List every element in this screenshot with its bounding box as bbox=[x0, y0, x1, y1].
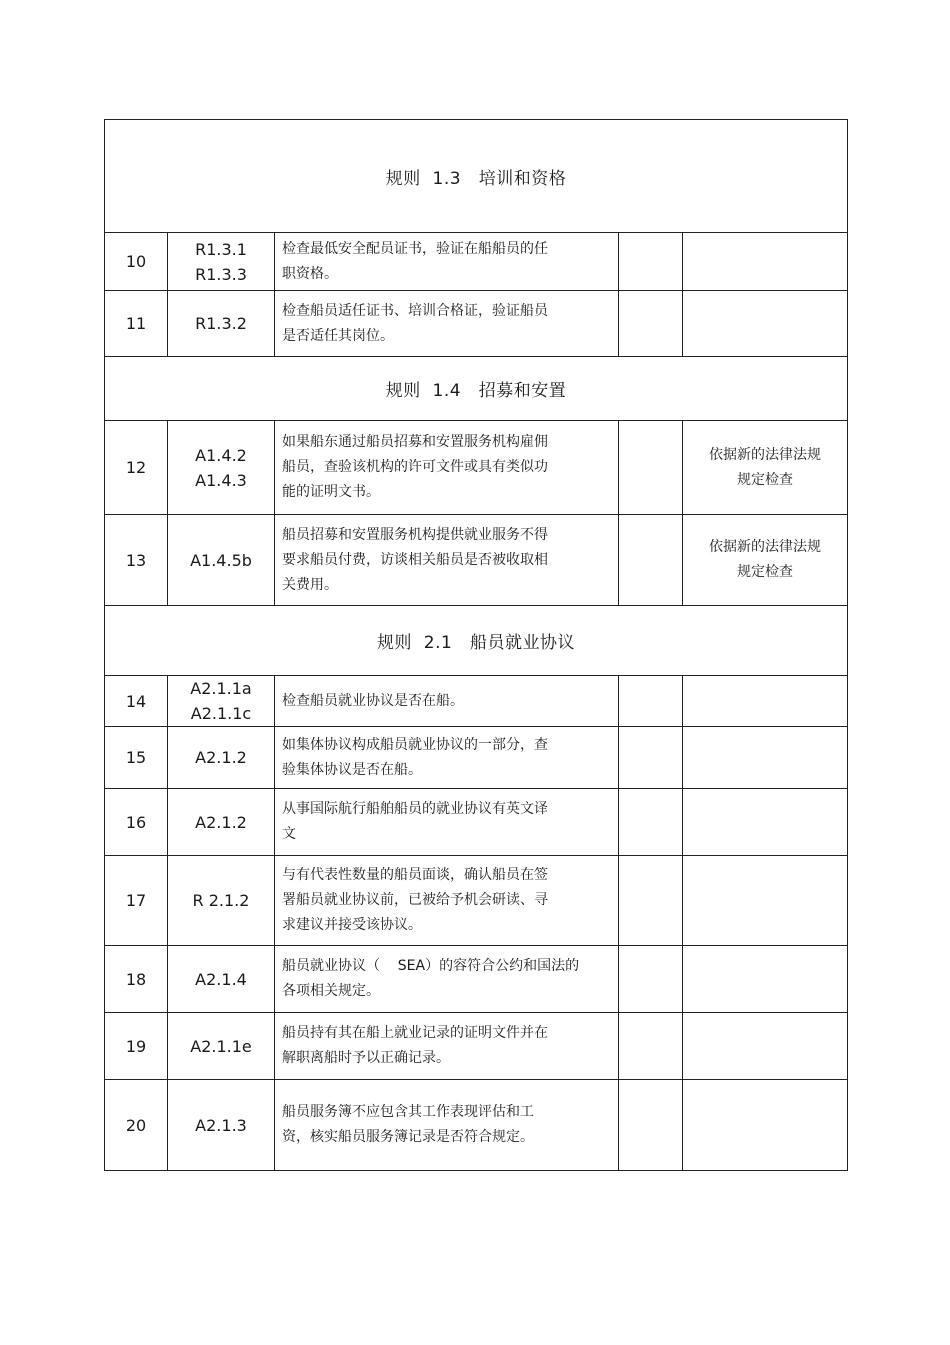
table-row bbox=[105, 233, 848, 291]
item-number: 11 bbox=[105, 291, 168, 357]
check-result-cell bbox=[619, 1080, 683, 1171]
regulation-code-cell bbox=[168, 1013, 275, 1080]
regulation-code: R 2.1.2 bbox=[192, 891, 250, 910]
item-number: 20 bbox=[105, 1080, 168, 1171]
regulation-code-cell bbox=[168, 946, 275, 1013]
regulation-code: R1.3.1 bbox=[195, 239, 247, 259]
inspection-description-cell bbox=[275, 676, 619, 727]
description-line: 船员持有其在船上就业记录的证明文件并在 bbox=[282, 1025, 548, 1041]
regulation-code: A1.4.3 bbox=[195, 470, 247, 490]
remarks-cell bbox=[683, 421, 848, 515]
table-row bbox=[105, 1013, 848, 1080]
check-result-cell bbox=[619, 856, 683, 946]
remarks-cell bbox=[683, 233, 848, 291]
remarks-cell bbox=[683, 676, 848, 727]
remarks-cell bbox=[683, 1080, 848, 1171]
regulation-code-cell bbox=[168, 789, 275, 856]
check-result-cell bbox=[619, 291, 683, 357]
inspection-description-cell bbox=[275, 789, 619, 856]
check-result-cell bbox=[619, 1013, 683, 1080]
description-line: 解职离船时予以正确记录。 bbox=[282, 1050, 450, 1066]
regulation-code-cell bbox=[168, 676, 275, 727]
table-row bbox=[105, 421, 848, 515]
description-line: 是否适任其岗位。 bbox=[282, 327, 394, 344]
regulation-code-cell bbox=[168, 291, 275, 357]
table-row bbox=[105, 727, 848, 789]
item-number: 14 bbox=[105, 676, 168, 727]
description-line: 船员，查验该机构的许可文件或具有类似功 bbox=[282, 459, 548, 475]
regulation-code-cell bbox=[168, 1080, 275, 1171]
regulation-code-cell bbox=[168, 515, 275, 606]
remark-line: 规定检查 bbox=[737, 564, 793, 580]
regulation-code-cell bbox=[168, 233, 275, 291]
table-row bbox=[105, 676, 848, 727]
check-result-cell bbox=[619, 946, 683, 1013]
table-row bbox=[105, 946, 848, 1013]
table-row bbox=[105, 1080, 848, 1171]
inspection-description-cell bbox=[275, 421, 619, 515]
remark-line: 规定检查 bbox=[737, 471, 793, 488]
section-header-row bbox=[105, 357, 848, 421]
check-result-cell bbox=[619, 233, 683, 291]
regulation-code: A2.1.1e bbox=[190, 1036, 252, 1056]
item-number: 10 bbox=[105, 233, 168, 291]
description-line: 检查船员适任证书、培训合格证，验证船员 bbox=[282, 302, 548, 319]
description-line: 职资格。 bbox=[282, 265, 338, 282]
item-number: 17 bbox=[105, 856, 168, 946]
table-row bbox=[105, 515, 848, 606]
section-title: 规则 2.1 船员就业协议 bbox=[105, 606, 848, 676]
remarks-cell bbox=[683, 515, 848, 606]
item-number: 16 bbox=[105, 789, 168, 856]
inspection-description-cell bbox=[275, 1080, 619, 1171]
section-title: 规则 1.4 招募和安置 bbox=[105, 357, 848, 421]
inspection-description-cell bbox=[275, 515, 619, 606]
description-line: 资，核实船员服务簿记录是否符合规定。 bbox=[282, 1129, 534, 1145]
description-line: 船员招募和安置服务机构提供就业服务不得 bbox=[282, 526, 548, 543]
table-row bbox=[105, 856, 848, 946]
item-number: 18 bbox=[105, 946, 168, 1013]
description-line: 船员就业协议（ SEA）的容符合公约和国法的 bbox=[282, 958, 580, 974]
inspection-description-cell bbox=[275, 233, 619, 291]
regulation-code: R1.3.3 bbox=[195, 264, 247, 284]
remarks-cell bbox=[683, 727, 848, 789]
description-line: 检查最低安全配员证书，验证在船船员的任 bbox=[282, 240, 548, 257]
check-result-cell bbox=[619, 727, 683, 789]
remarks-cell bbox=[683, 1013, 848, 1080]
regulation-code-cell bbox=[168, 727, 275, 789]
remarks-cell bbox=[683, 789, 848, 856]
description-line: 检查船员就业协议是否在船。 bbox=[282, 692, 464, 709]
remark-line: 依据新的法律法规 bbox=[709, 446, 821, 463]
remarks-cell bbox=[683, 856, 848, 946]
description-line: 如果船东通过船员招募和安置服务机构雇佣 bbox=[282, 434, 548, 450]
section-title: 规则 1.3 培训和资格 bbox=[105, 120, 848, 233]
regulation-code: A2.1.1c bbox=[190, 704, 252, 723]
inspection-description-cell bbox=[275, 727, 619, 789]
item-number: 19 bbox=[105, 1013, 168, 1080]
inspection-description-cell bbox=[275, 856, 619, 946]
item-number: 12 bbox=[105, 421, 168, 515]
table-row bbox=[105, 291, 848, 357]
regulation-code: A2.1.2 bbox=[195, 812, 247, 832]
regulation-code: R1.3.2 bbox=[195, 314, 247, 333]
description-line: 验集体协议是否在船。 bbox=[282, 761, 422, 778]
check-result-cell bbox=[619, 515, 683, 606]
regulation-code: A1.4.2 bbox=[195, 445, 247, 465]
section-header-row bbox=[105, 120, 848, 233]
description-line: 要求船员付费，访谈相关船员是否被收取相 bbox=[282, 551, 548, 568]
regulation-code: A2.1.2 bbox=[195, 748, 247, 767]
description-line: 文 bbox=[282, 826, 296, 842]
description-line: 署船员就业协议前，已被给予机会研读、寻 bbox=[282, 892, 548, 908]
table-body bbox=[105, 120, 848, 1171]
description-line: 从事国际航行船舶船员的就业协议有英文译 bbox=[282, 801, 548, 817]
regulation-code-cell bbox=[168, 856, 275, 946]
regulation-code: A2.1.3 bbox=[195, 1115, 247, 1135]
section-header-row bbox=[105, 606, 848, 676]
description-line: 求建议并接受该协议。 bbox=[282, 917, 422, 933]
description-line: 各项相关规定。 bbox=[282, 983, 380, 999]
regulation-code: A1.4.5b bbox=[190, 550, 252, 570]
regulation-code: A2.1.1a bbox=[190, 679, 252, 698]
description-line: 与有代表性数量的船员面谈，确认船员在签 bbox=[282, 867, 548, 883]
check-result-cell bbox=[619, 789, 683, 856]
remarks-cell bbox=[683, 946, 848, 1013]
description-line: 关费用。 bbox=[282, 576, 338, 593]
description-line: 如集体协议构成船员就业协议的一部分，查 bbox=[282, 736, 548, 753]
inspection-description-cell bbox=[275, 1013, 619, 1080]
item-number: 13 bbox=[105, 515, 168, 606]
regulation-code-cell bbox=[168, 421, 275, 515]
check-result-cell bbox=[619, 676, 683, 727]
check-result-cell bbox=[619, 421, 683, 515]
description-line: 能的证明文书。 bbox=[282, 484, 380, 500]
table-row bbox=[105, 789, 848, 856]
description-line: 船员服务簿不应包含其工作表现评估和工 bbox=[282, 1104, 534, 1120]
remark-line: 依据新的法律法规 bbox=[709, 539, 821, 555]
item-number: 15 bbox=[105, 727, 168, 789]
remarks-cell bbox=[683, 291, 848, 357]
inspection-description-cell bbox=[275, 946, 619, 1013]
inspection-description-cell bbox=[275, 291, 619, 357]
inspection-checklist-table bbox=[104, 119, 848, 1171]
regulation-code: A2.1.4 bbox=[195, 969, 247, 989]
